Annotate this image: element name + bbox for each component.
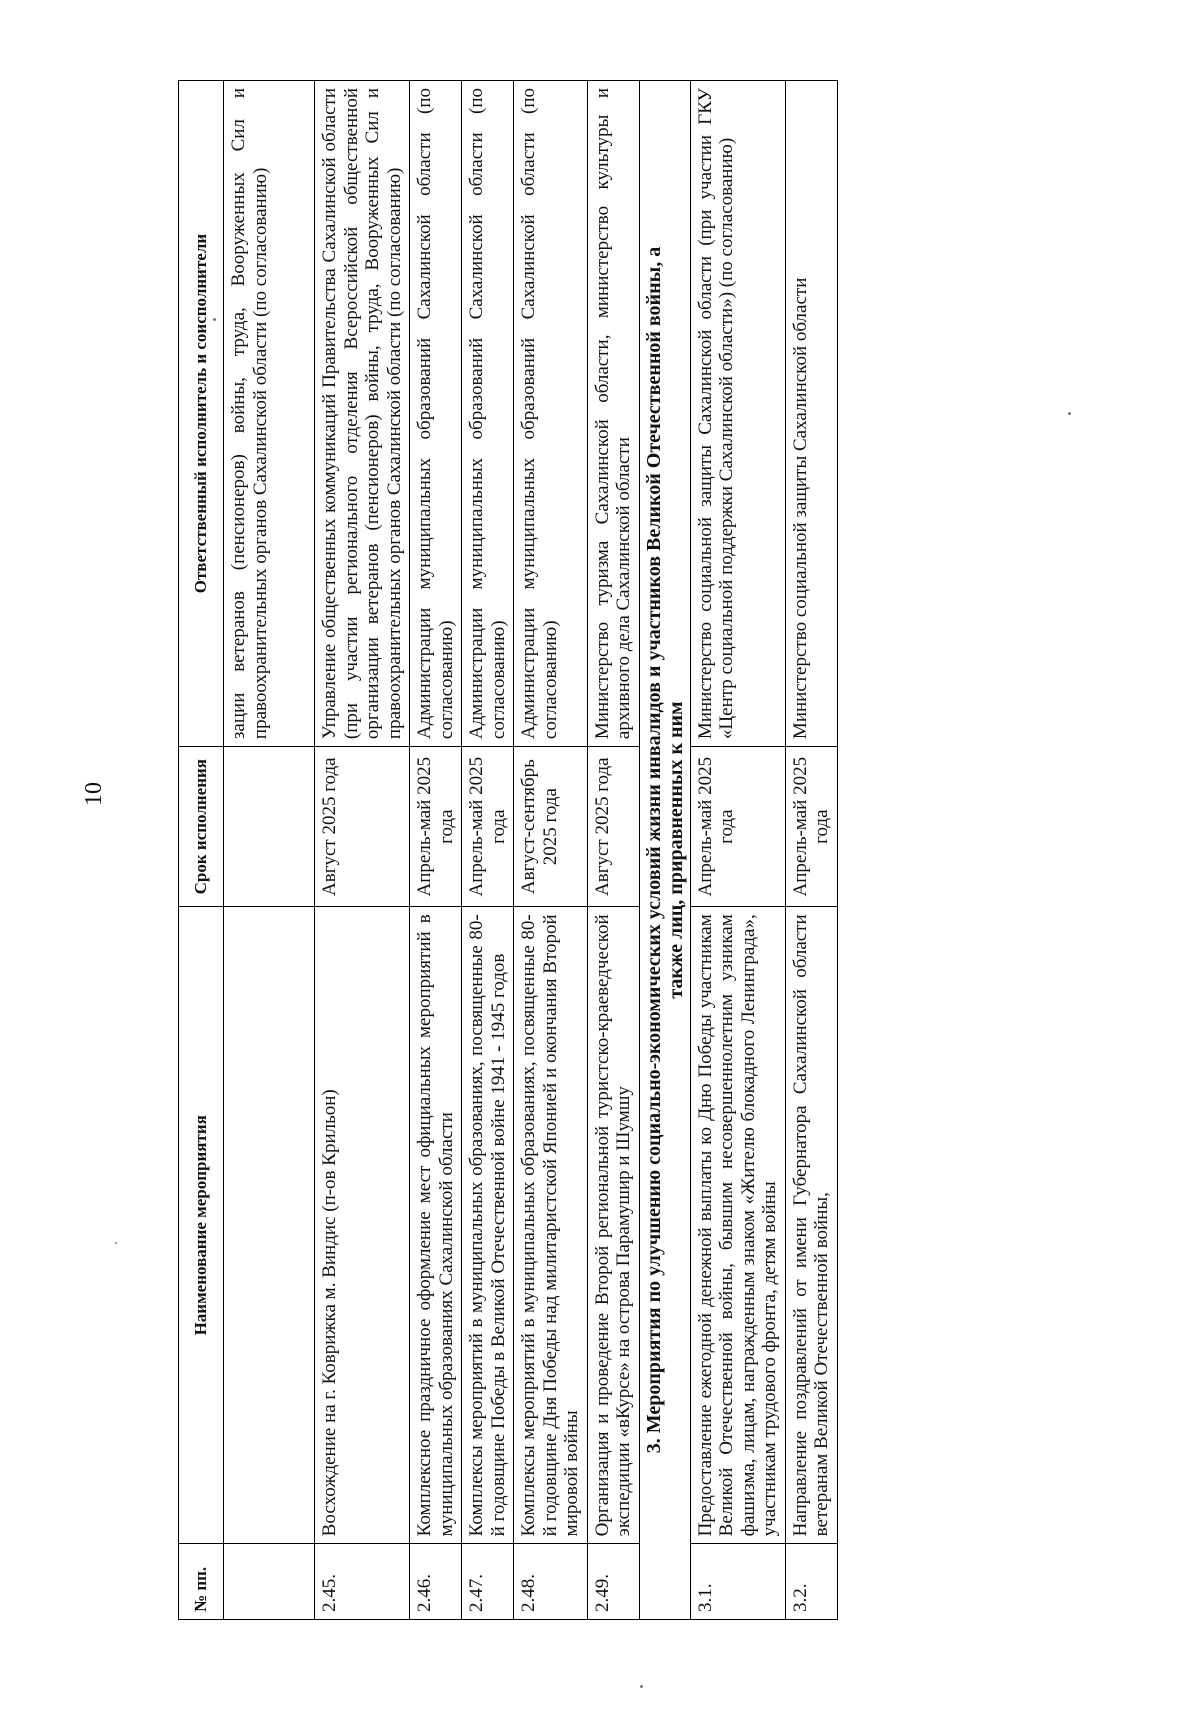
table-header-row [179,81,224,1620]
scan-speck [1068,412,1071,415]
table-row [410,81,462,1620]
cell-num: 3.2. [785,1544,837,1620]
cell-responsible: Министерство социальной защиты Сахалинской области (при участии ГКУ «Центр социальной поддержки Сахалинской области») (по согласованию) [690,81,785,747]
cell-name: Комплексы мероприятий в муниципальных образованиях, посвященные 80-й годовщине Дня Победы над милитаристской Японией и окончания Второй мировой войны [514,907,588,1544]
cell-responsible: Министерство социальной защиты Сахалинской области [785,81,837,747]
cell-date: Август 2025 года [315,747,410,907]
cell-responsible: Администрации муниципальных образований Сахалинской области (по согласованию) [410,81,462,747]
table-row [587,81,639,1620]
cell-date: Август-сентябрь 2025 года [514,747,588,907]
cell-date: Апрель-май 2025 года [785,747,837,907]
cell-num: 2.49. [587,1544,639,1620]
section-heading-line1: 3. Мероприятия по улучшению социально-экономических условий жизни инвалидов и участников Великой Отечественной войны, а [642,246,665,1454]
cell-num: 3.1. [690,1544,785,1620]
table-row [690,81,785,1620]
table-row [315,81,410,1620]
page-number: 10 [81,782,107,806]
cell-num [224,1544,315,1620]
cell-date: Август 2025 года [587,747,639,907]
cell-date: Апрель-май 2025 года [410,747,462,907]
cell-date [224,747,315,907]
cell-responsible: Администрации муниципальных образований Сахалинской области (по согласованию) [514,81,588,747]
cell-num: 2.45. [315,1544,410,1620]
scan-speck [213,318,216,321]
cell-name: Комплексы мероприятий в муниципальных образованиях, посвященные 80-й годовщине Победы в Великой Отечественной войне 1941 - 1945 годов [462,907,514,1544]
cell-responsible: зации ветеранов (пенсионеров) войны, труда, Вооруженных Сил и правоохранительных органов Сахалинской области (по согласованию) [224,81,315,747]
rotated-table-container [178,80,1033,1620]
header-num: № пп. [179,1544,224,1620]
events-table [178,80,838,1620]
section-heading-row [639,81,690,1620]
cell-name: Комплексное праздничное оформление мест официальных мероприятий в муниципальных образованиях Сахалинской области [410,907,462,1544]
cell-num: 2.48. [514,1544,588,1620]
header-date: Срок исполнения [179,747,224,907]
cell-num: 2.47. [462,1544,514,1620]
scan-speck [115,1242,117,1244]
scan-speck [640,1685,643,1688]
table-row [224,81,315,1620]
table-row [462,81,514,1620]
table-row [785,81,837,1620]
cell-name: Направление поздравлений от имени Губернатора Сахалинской области ветеранам Великой Отечественной войны, [785,907,837,1544]
cell-responsible: Министерство туризма Сахалинской области, министерство культуры и архивного дела Сахалинской области [587,81,639,747]
table-row [514,81,588,1620]
cell-responsible: Администрации муниципальных образований Сахалинской области (по согласованию) [462,81,514,747]
cell-name: Организация и проведение Второй региональной туристско-краеведческой экспедиции «вКурсе» на острова Парамушир и Шумшу [587,907,639,1544]
cell-responsible: Управление общественных коммуникаций Правительства Сахалинской области (при участии регионального отделения Всероссийской общественной организации ветеранов (пенсионеров) войны, труда, Вооруженных Сил и правоохранительных органов Сахалинской области (по согласованию) [315,81,410,747]
cell-date: Апрель-май 2025 года [690,747,785,907]
cell-num: 2.46. [410,1544,462,1620]
cell-name: Предоставление ежегодной денежной выплаты ко Дню Победы участникам Великой Отечественной войны, бывшим несовершеннолетним узникам фашизма, лицам, награжденным знаком «Жителю блокадного Ленинграда», участникам трудового фронта, детям войны [690,907,785,1544]
header-name: Наименование мероприятия [179,907,224,1544]
section-heading-line2: также лиц, приравненных к ним [664,701,687,999]
header-responsible: Ответственный исполнитель и соисполнители [179,81,224,747]
section-heading [639,81,690,1620]
cell-date: Апрель-май 2025 года [462,747,514,907]
cell-name: Восхождение на г. Коврижка м. Виндис (п-ов Крильон) [315,907,410,1544]
cell-name [224,907,315,1544]
